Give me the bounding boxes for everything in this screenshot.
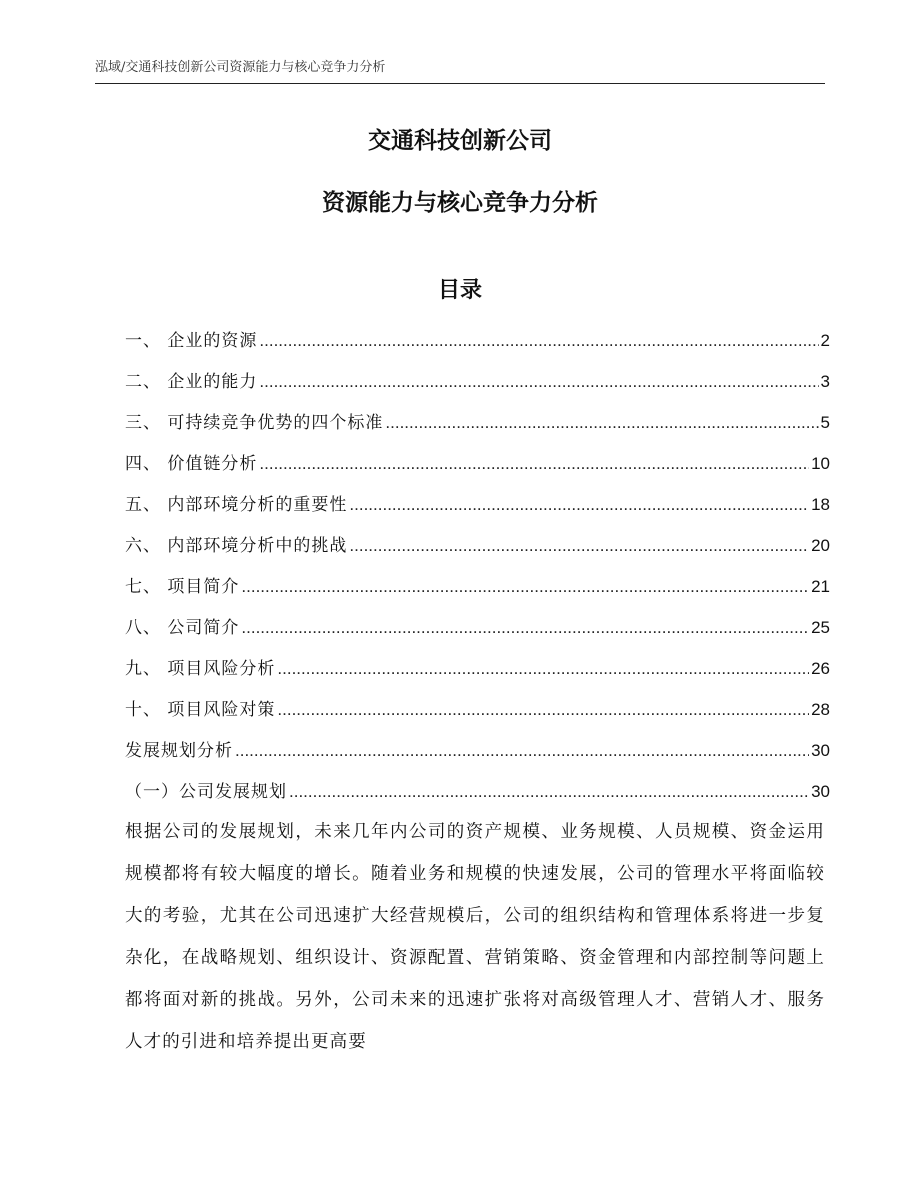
- toc-entry[interactable]: [125, 525, 830, 566]
- toc-entry[interactable]: [125, 730, 830, 771]
- toc-entry[interactable]: [125, 607, 830, 648]
- toc-entry[interactable]: [125, 648, 830, 689]
- toc-leader-dots: [241, 607, 809, 648]
- toc-leader-dots: [259, 443, 809, 484]
- toc-entry-page: 10: [811, 454, 830, 473]
- toc-entry[interactable]: [125, 689, 830, 730]
- toc-leader-dots: [385, 402, 818, 443]
- toc-leader-dots: [259, 361, 818, 402]
- toc-leader-dots: [289, 771, 809, 812]
- toc-entry[interactable]: [125, 443, 830, 484]
- document-title-line1: 交通科技创新公司: [368, 128, 552, 154]
- toc-entry-page: 26: [811, 659, 830, 678]
- toc-leader-dots: [235, 730, 809, 771]
- running-header: 泓域/交通科技创新公司资源能力与核心竞争力分析: [95, 56, 825, 84]
- toc-leader-dots: [241, 566, 809, 607]
- toc-entry-label: 八、 公司简介: [125, 618, 240, 638]
- toc-entry[interactable]: [125, 771, 830, 812]
- toc-heading: 目录: [437, 278, 482, 303]
- document-title-line2: 资源能力与核心竞争力分析: [322, 190, 598, 216]
- toc-entry[interactable]: [125, 361, 830, 402]
- toc-entry-label: （一）公司发展规划: [125, 782, 287, 802]
- toc-entry[interactable]: [125, 484, 830, 525]
- body-paragraph: 根据公司的发展规划，未来几年内公司的资产规模、业务规模、人员规模、资金运用规模都将有较大幅度的增长。随着业务和规模的快速发展，公司的管理水平将面临较大的考验，尤其在公司迅速扩大经营规模后，公司的组织结构和管理体系将进一步复杂化，在战略规划、组织设计、资源配置、营销策略、资金管理和内部控制等问题上都将面对新的挑战。另外，公司未来的迅速扩张将对高级管理人才、营销人才、服务人才的引进和培养提出更高要: [125, 822, 825, 1052]
- toc-entry-label: 一、 企业的资源: [125, 331, 258, 351]
- toc-entry-page: 2: [820, 331, 830, 350]
- toc-entry[interactable]: [125, 402, 830, 443]
- table-of-contents: [125, 320, 830, 812]
- toc-entry-label: 七、 项目简介: [125, 577, 240, 597]
- toc-entry-page: 18: [811, 495, 830, 514]
- toc-leader-dots: [277, 689, 809, 730]
- toc-entry-label: 三、 可持续竞争优势的四个标准: [125, 413, 384, 433]
- toc-entry-label: 四、 价值链分析: [125, 454, 258, 474]
- toc-entry-page: 28: [811, 700, 830, 719]
- toc-entry-label: 二、 企业的能力: [125, 372, 258, 392]
- toc-entry-page: 25: [811, 618, 830, 637]
- toc-entry[interactable]: [125, 566, 830, 607]
- toc-leader-dots: [259, 320, 818, 361]
- toc-entry-page: 30: [811, 741, 830, 760]
- toc-leader-dots: [349, 484, 809, 525]
- toc-entry-label: 十、 项目风险对策: [125, 700, 276, 720]
- toc-entry-label: 六、 内部环境分析中的挑战: [125, 536, 348, 556]
- toc-entry-page: 3: [820, 372, 830, 391]
- toc-entry-page: 5: [820, 413, 830, 432]
- toc-entry-page: 30: [811, 782, 830, 801]
- toc-leader-dots: [349, 525, 809, 566]
- toc-entry-label: 发展规划分析: [125, 741, 233, 761]
- toc-entry-label: 九、 项目风险分析: [125, 659, 276, 679]
- toc-entry-page: 21: [811, 577, 830, 596]
- toc-entry-label: 五、 内部环境分析的重要性: [125, 495, 348, 515]
- toc-entry[interactable]: [125, 320, 830, 361]
- toc-entry-page: 20: [811, 536, 830, 555]
- toc-leader-dots: [277, 648, 809, 689]
